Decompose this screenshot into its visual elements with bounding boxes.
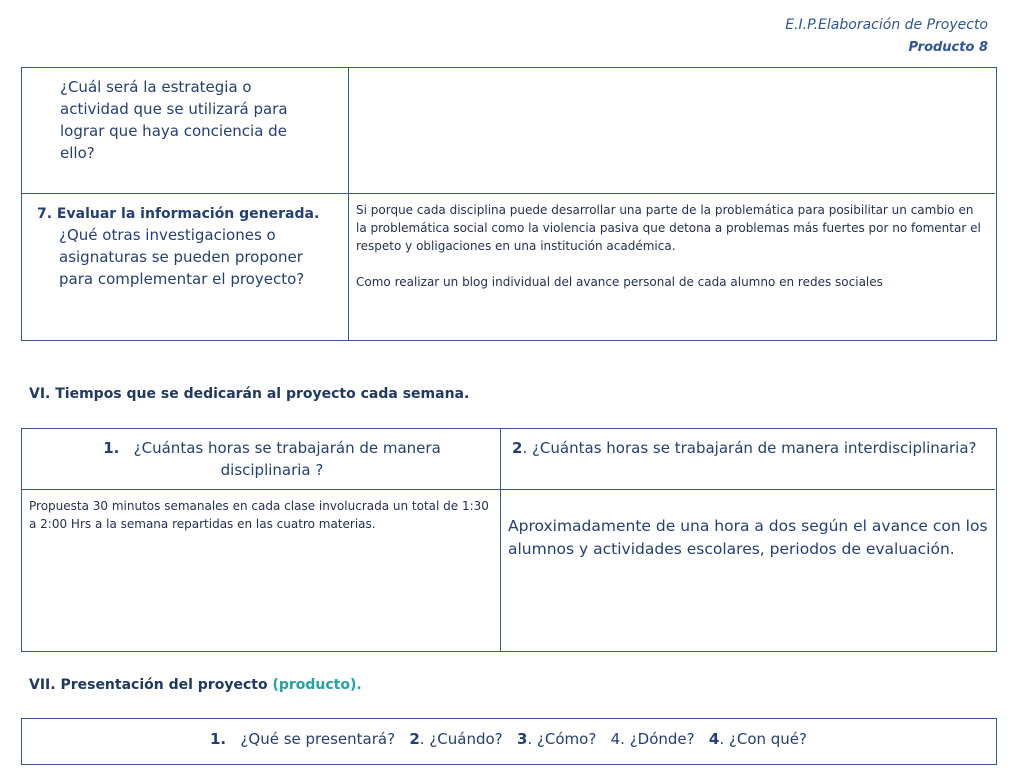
table-row-divider	[22, 193, 995, 194]
interdisciplinary-hours-answer: Aproximadamente de una hora a dos según el avance con los alumnos y actividades escolares, periodos de evaluación.	[508, 517, 988, 558]
time-table	[21, 428, 997, 652]
evaluation-answer-paragraph-2: Como realizar un blog individual del avance personal de cada alumno en redes sociales	[356, 275, 883, 289]
disciplinary-hours-question	[82, 437, 462, 481]
question-text: . ¿Cuándo?	[419, 730, 503, 748]
question-number: 2	[512, 439, 523, 457]
table-row-divider	[22, 489, 995, 490]
question-number: 2	[409, 730, 420, 748]
document-header-title: E.I.P.Elaboración de Proyecto	[785, 17, 988, 33]
question-number: 1.	[209, 730, 227, 748]
presentation-table	[21, 718, 997, 765]
question-text: ¿Qué se presentará?	[240, 730, 396, 748]
section-7-title	[29, 677, 362, 693]
strategy-question: ¿Cuál será la estrategia o actividad que se utilizará para lograr que haya conciencia de ello?	[60, 78, 288, 162]
question-number: 3	[516, 730, 528, 748]
evaluation-answer-paragraph-1: Si porque cada disciplina puede desarrollar una parte de la problemática para posibilitar un cambio en la problemática social como la violencia pasiva que detona a problemas más fuertes por no fomentar el respeto y obligaciones en una institución académica.	[356, 203, 981, 253]
question-text: ¿Cuántas horas se trabajarán de manera disciplinaria ?	[133, 439, 441, 479]
question-text: 4. ¿Dónde?	[610, 730, 695, 748]
interdisciplinary-hours-question	[512, 437, 992, 459]
evaluation-table	[21, 67, 997, 341]
other-investigations-question: ¿Qué otras investigaciones o asignaturas se pueden proponer para complementar el proyecto?	[59, 226, 305, 288]
question-number: 1.	[103, 439, 120, 457]
document-header-subtitle: Producto 8	[908, 40, 988, 55]
section-7-title-text: VII. Presentación del proyecto	[29, 677, 273, 693]
table-column-divider	[348, 68, 349, 340]
question-text: . ¿Con qué?	[719, 730, 808, 748]
question-number: 4	[708, 730, 720, 748]
presentation-questions	[22, 728, 995, 750]
question-text: . ¿Cuántas horas se trabajarán de manera interdisciplinaria?	[522, 439, 977, 457]
table-column-divider	[500, 429, 501, 651]
evaluate-info-heading: 7. Evaluar la información generada.	[37, 206, 320, 222]
section-7-title-highlight: (producto).	[272, 677, 362, 693]
section-6-title: VI. Tiempos que se dedicarán al proyecto cada semana.	[29, 386, 470, 402]
disciplinary-hours-answer: Propuesta 30 minutos semanales en cada clase involucrada un total de 1:30 a 2:00 Hrs a la semana repartidas en las cuatro materias.	[29, 499, 489, 531]
question-text: . ¿Cómo?	[527, 730, 597, 748]
